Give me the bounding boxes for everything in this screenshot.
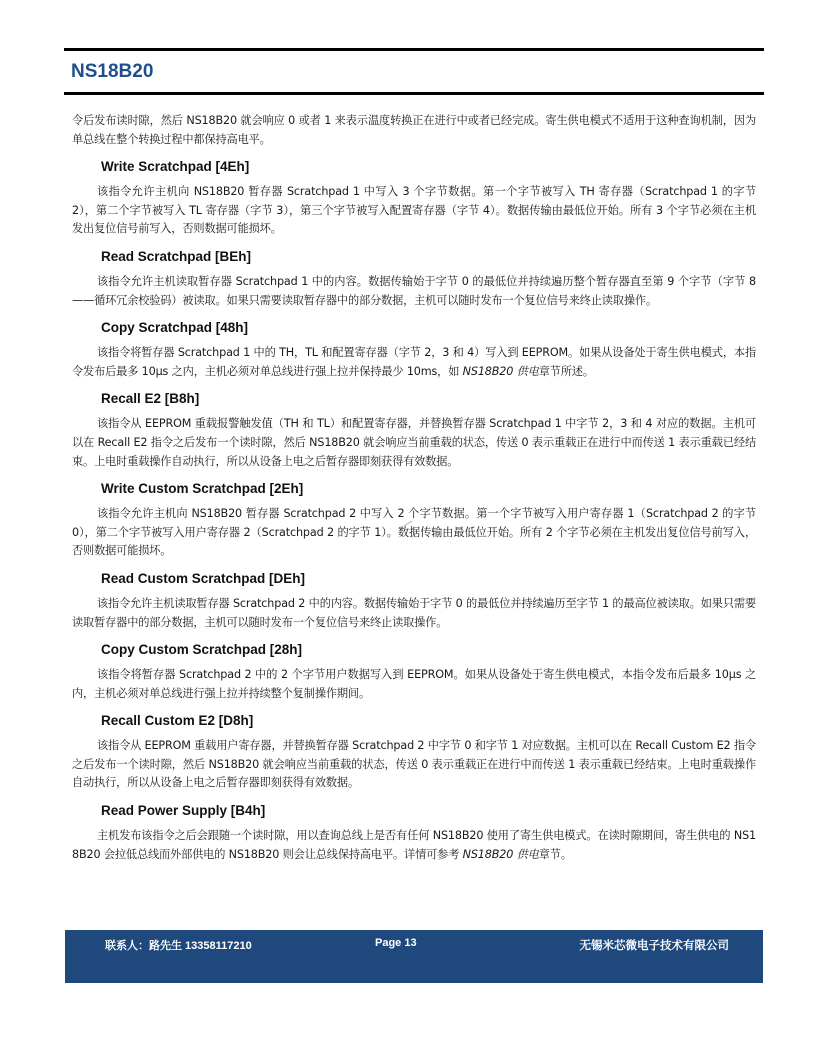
section-heading: Copy Scratchpad [48h]: [101, 320, 249, 336]
section-paragraph: 该指令从 EEPROM 重载报警触发值（TH 和 TL）和配置寄存器，并替换暂存器 Scratchpad 1 中字节 2，3 和 4 对应的数据。主机可以在 Recall E2 指令之后发布一个读时隙，然后 NS18B20 就会响应当前重载的状态，传送 0 表示重载正在进行中而传送 1 表示重载已经结束。上电时重载操作自动执行，所以从设备上电之后暂存器即刻获得有效数据。: [72, 417, 756, 468]
section-copy-custom-scratchpad: [72, 640, 756, 703]
section-write-custom-scratchpad: [72, 479, 756, 561]
chapter-reference: NS18B20 供电: [462, 364, 539, 378]
section-read-scratchpad: [72, 247, 756, 310]
section-heading: Write Custom Scratchpad [2Eh]: [101, 481, 304, 497]
footer-company: 无锡米芯微电子技术有限公司: [579, 940, 729, 952]
section-paragraph: 该指令从 EEPROM 重载用户寄存器，并替换暂存器 Scratchpad 2 中字节 0 和字节 1 对应数据。主机可以在 Recall Custom E2 指令之后发布一个读时隙，然后 NS18B20 就会响应当前重载的状态，传送 0 表示重载正在进行中而传送 1 表示重载已经结束。上电时重载操作自动执行，所以从设备上电之后暂存器即刻获得有效数据。: [72, 739, 756, 790]
section-heading: Recall E2 [B8h]: [101, 391, 200, 407]
paragraph-text: 章节。: [538, 847, 572, 861]
section-copy-scratchpad: [72, 318, 756, 381]
section-heading: Copy Custom Scratchpad [28h]: [101, 642, 303, 658]
section-read-power-supply: [72, 801, 756, 864]
section-paragraph: 该指令允许主机读取暂存器 Scratchpad 2 中的内容。数据传输始于字节 0 的最低位并持续遍历至字节 1 的最高位被读取。如果只需要读取暂存器中的部分数据，主机可以随时发布一个复位信号来终止读取操作。: [72, 596, 756, 629]
section-paragraph: 该指令允许主机向 NS18B20 暂存器 Scratchpad 1 中写入 3 个字节数据。第一个字节被写入 TH 寄存器（Scratchpad 1 的字节 2），第二个字节被写入 TL 寄存器（字节 3），第三个字节被写入配置寄存器（字节 4）。数据传输由最低位开始。所有 3 个字节必须在主机发出复位信号前写入，否则数据可能损坏。: [72, 185, 756, 236]
chapter-reference: NS18B20 供电: [462, 847, 539, 861]
section-recall-custom-e2: [72, 711, 756, 793]
section-read-custom-scratchpad: [72, 569, 756, 632]
header-rule-bottom: [64, 92, 764, 95]
section-paragraph: [72, 827, 756, 864]
section-paragraph: 该指令允许主机读取暂存器 Scratchpad 1 中的内容。数据传输始于字节 0 的最低位并持续遍历整个暂存器直至第 9 个字节（字节 8——循环冗余校验码）被读取。如果只需要读取暂存器中的部分数据，主机可以随时发布一个复位信号来终止读取操作。: [72, 274, 756, 307]
section-heading: Read Scratchpad [BEh]: [101, 248, 252, 264]
section-recall-e2: [72, 389, 756, 471]
section-paragraph: 该指令允许主机向 NS18B20 暂存器 Scratchpad 2 中写入 2 个字节数据。第一个字节被写入用户寄存器 1（Scratchpad 2 的字节 0），第二个字节被写入用户寄存器 2（Scratchpad 2 的字节 1）。数据传输由最低位开始。所有 2 个字节必须在主机发出复位信号前写入，否则数据可能损坏。: [72, 507, 756, 558]
section-write-scratchpad: [72, 157, 756, 239]
section-paragraph: [72, 344, 756, 381]
section-heading: Recall Custom E2 [D8h]: [101, 713, 254, 729]
footer-contact: 联系人：路先生 13358117210: [105, 940, 252, 952]
footer-page-number: Page 13: [375, 937, 417, 949]
section-heading: Write Scratchpad [4Eh]: [101, 159, 250, 175]
paragraph-text: 该指令将暂存器 Scratchpad 1 中的 TH，TL 和配置寄存器（字节 2，3 和 4）写入到 EEPROM。如果从设备处于寄生供电模式，本指令发布后最多 10µs 之内，主机必须对单总线进行强上拉并保持最少 10ms，如: [72, 346, 756, 378]
paragraph-text: 主机发布该指令之后会跟随一个读时隙，用以查询总线上是否有任何 NS18B20 使用了寄生供电模式。在读时隙期间，寄生供电的 NS18B20 会拉低总线而外部供电的 NS18B20 则会让总线保持高电平。详情可参考: [72, 829, 756, 861]
document-title: NS18B20: [71, 61, 154, 82]
intro-paragraph: 令后发布读时隙，然后 NS18B20 就会响应 0 或者 1 来表示温度转换正在进行中或者已经完成。寄生供电模式不适用于这种查询机制，因为单总线在整个转换过程中都保持高电平。: [72, 114, 756, 146]
page-footer: [65, 930, 763, 983]
paragraph-text: 章节所述。: [538, 364, 594, 378]
header-rule-top: [64, 48, 764, 51]
section-heading: Read Power Supply [B4h]: [101, 803, 266, 819]
section-paragraph: 该指令将暂存器 Scratchpad 2 中的 2 个字节用户数据写入到 EEPROM。如果从设备处于寄生供电模式，本指令发布后最多 10µs 之内，主机必须对单总线进行强上拉并持续整个复制操作期间。: [72, 668, 756, 700]
section-heading: Read Custom Scratchpad [DEh]: [101, 570, 306, 586]
page-content: [72, 112, 756, 864]
